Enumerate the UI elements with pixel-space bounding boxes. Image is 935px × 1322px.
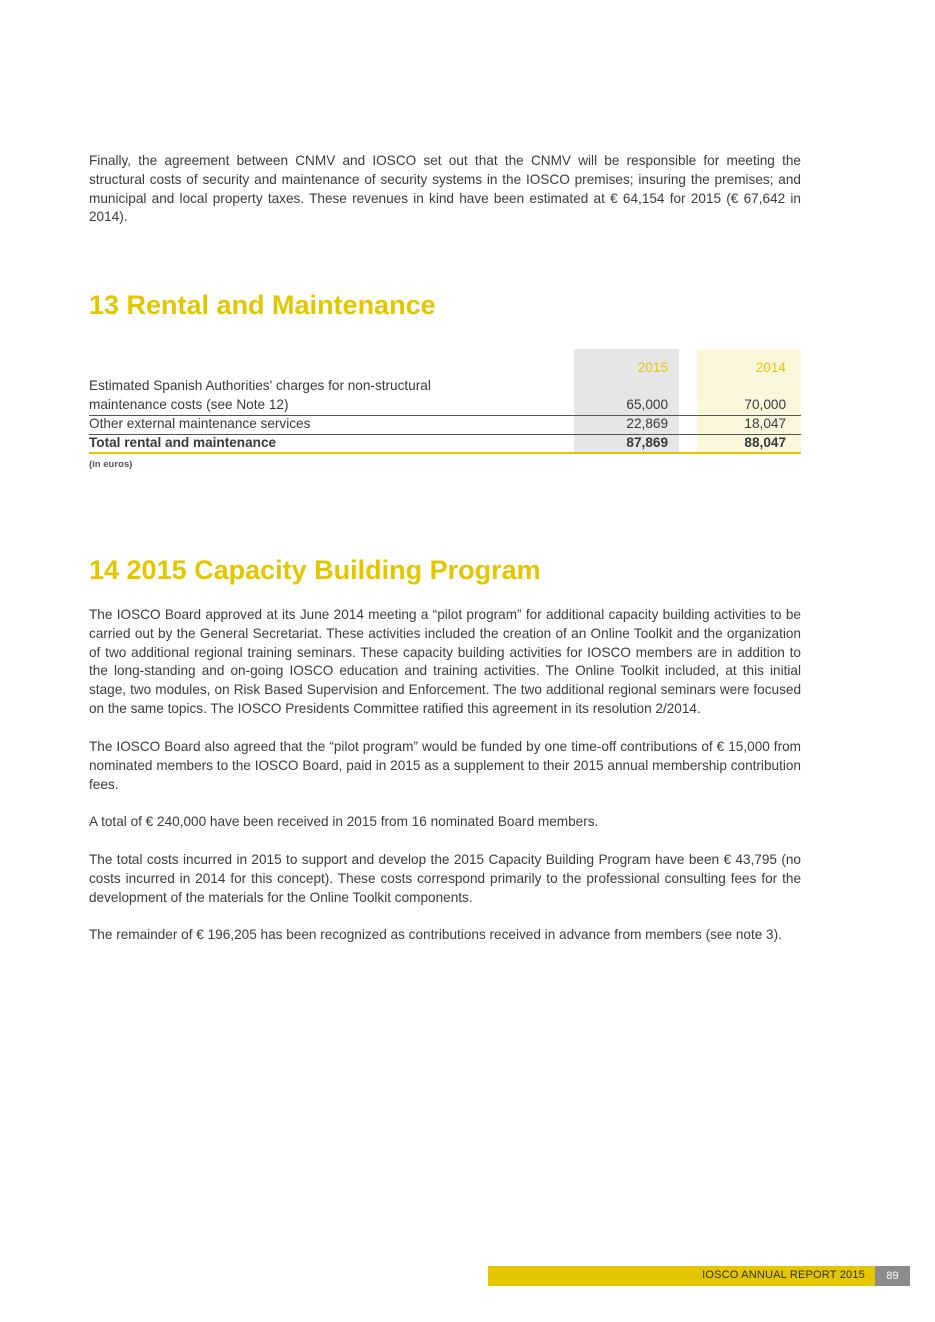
section-14-paragraph-1: The IOSCO Board approved at its June 2014 meeting a “pilot program” for additional capacity building activities to be carried out by the General Secretariat. These activities included the creation of an Online Toolkit and the organization of two additional regional training seminars. These capacity building activities for IOSCO members are in addition to the long-standing and on-going IOSCO education and training activities. The Online Toolkit included, at this initial stage, two modules, on Risk Based Supervision and Enforcement. The two additional regional seminars were focused on the same topics. The IOSCO Presidents Committee ratified this agreement in its resolution 2/2014. xyxy=(89,607,801,716)
table-row xyxy=(89,397,801,416)
value-2014: 18,047 xyxy=(744,416,786,431)
value-2014: 88,047 xyxy=(744,435,786,450)
row-label: Total rental and maintenance xyxy=(89,435,277,450)
value-2015: 22,869 xyxy=(626,416,668,431)
value-2015: 87,869 xyxy=(626,435,668,450)
section-14-paragraph-4: The total costs incurred in 2015 to support and develop the 2015 Capacity Building Program have been € 43,795 (no costs incurred in 2014 for this concept). These costs correspond primarily to the professional consulting fees for the development of the materials for the Online Toolkit components. xyxy=(89,852,801,905)
row-label-line2: maintenance costs (see Note 12) xyxy=(89,397,289,412)
year-2014-header: 2014 xyxy=(755,360,786,375)
intro-paragraph: Finally, the agreement between CNMV and IOSCO set out that the CNMV will be responsible for meeting the structural costs of security and maintenance of security systems in the IOSCO premises; insuring the premises; and municipal and local property taxes. These revenues in kind have been estimated at € 64,154 for 2015 (€ 67,642 in 2014). xyxy=(89,153,801,225)
total-underline xyxy=(89,452,801,454)
row-label: Other external maintenance services xyxy=(89,416,311,431)
section-14-heading: 14 2015 Capacity Building Program xyxy=(89,555,541,585)
page-number: 89 xyxy=(875,1266,910,1286)
value-2015: 65,000 xyxy=(626,397,668,412)
footer-bar xyxy=(488,1266,875,1286)
section-14-paragraph-5: The remainder of € 196,205 has been recognized as contributions received in advance from members (see note 3). xyxy=(89,927,782,942)
value-2014: 70,000 xyxy=(744,397,786,412)
footer-report-title: IOSCO ANNUAL REPORT 2015 xyxy=(702,1269,865,1281)
table-unit-note: (in euros) xyxy=(89,459,133,470)
section-14-paragraph-3: A total of € 240,000 have been received in 2015 from 16 nominated Board members. xyxy=(89,814,599,829)
table-row xyxy=(89,416,801,435)
section-13-heading: 13 Rental and Maintenance xyxy=(89,290,436,320)
section-14-paragraph-2: The IOSCO Board also agreed that the “pilot program” would be funded by one time-off contributions of € 15,000 from nominated members to the IOSCO Board, paid in 2015 as a supplement to their 2015 annual membership contribution fees. xyxy=(89,739,801,792)
year-2015-header: 2015 xyxy=(637,360,668,375)
table-row xyxy=(89,378,801,397)
row-label-line1: Estimated Spanish Authorities' charges for non-structural xyxy=(89,378,431,393)
